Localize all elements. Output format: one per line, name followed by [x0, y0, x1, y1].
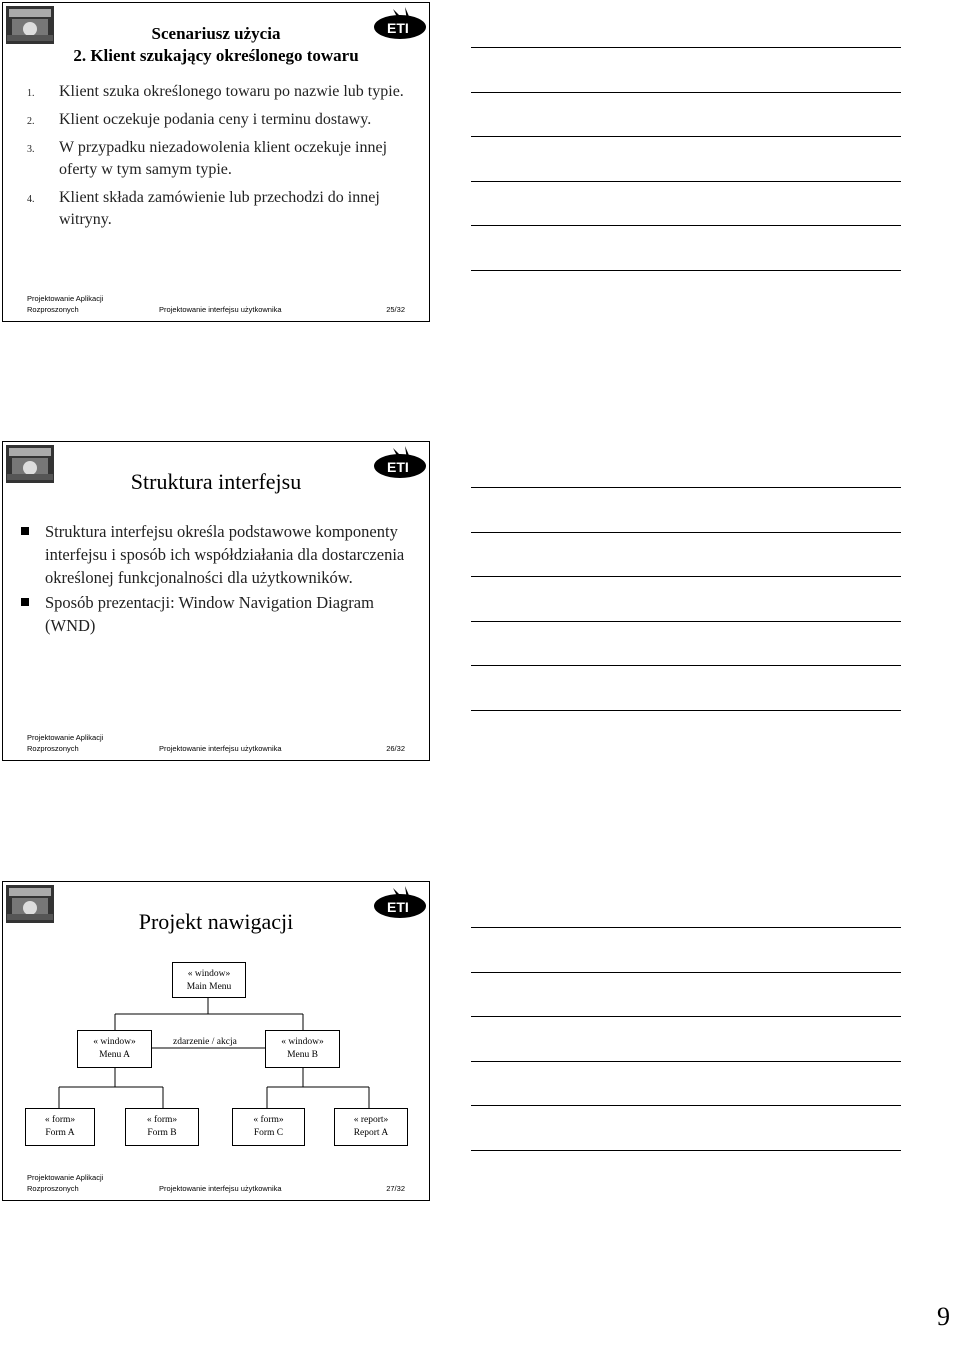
svg-text:ETI: ETI — [387, 899, 409, 915]
slide-footer: Projektowanie Aplikacji Rozproszonych Projektowanie interfejsu użytkownika 26/32 — [27, 733, 405, 753]
svg-text:ETI: ETI — [387, 459, 409, 475]
list-item: 3. W przypadku niezadowolenia klient oczekuje innej oferty w tym samym typie. — [27, 139, 388, 178]
event-label: zdarzenie / akcja — [173, 1037, 237, 1047]
slide-title: Struktura interfejsu — [130, 469, 302, 494]
form-c: « form» Form C — [232, 1108, 305, 1146]
list-item: 2. Klient oczekuje podania ceny i terminu dostawy. — [27, 111, 372, 128]
form-a: « form» Form A — [25, 1108, 95, 1146]
notes-lines — [471, 47, 901, 314]
form-b: « form» Form B — [125, 1108, 199, 1146]
slide-25 — [2, 2, 430, 322]
window-menu-b: « window» Menu B — [265, 1030, 340, 1068]
slide-page-number: 25/32 — [386, 305, 405, 314]
slide-26 — [2, 441, 430, 761]
slide-page-number: 27/32 — [386, 1184, 405, 1193]
list-item: Sposób prezentacji: Window Navigation Diagram (WND) — [17, 591, 417, 637]
bullet-icon — [21, 598, 29, 606]
slide-page-number: 26/32 — [386, 744, 405, 753]
slide-footer: Projektowanie Aplikacji Rozproszonych Projektowanie interfejsu użytkownika 27/32 — [27, 1173, 405, 1193]
window-menu-a: « window» Menu A — [77, 1030, 152, 1068]
window-main-menu: « window» Main Menu — [172, 962, 246, 998]
slide-title: Scenariusz użycia 2. Klient szukający określonego towaru — [73, 24, 359, 65]
scenario-list — [25, 81, 405, 237]
window-navigation-diagram — [3, 882, 431, 1202]
slide-title: Projekt nawigacji — [138, 909, 294, 934]
page-number: 9 — [937, 1302, 950, 1331]
list-item: Struktura interfejsu określa podstawowe komponenty interfejsu i sposób ich współdziałania dla dostarczenia określonej funkcjonalności dla użytkowników. — [17, 520, 417, 589]
bullet-list — [17, 520, 417, 639]
bullet-icon — [21, 527, 29, 535]
notes-lines — [471, 927, 901, 1194]
svg-text:ETI: ETI — [387, 20, 409, 36]
slide-footer: Projektowanie Aplikacji Rozproszonych Projektowanie interfejsu użytkownika 25/32 — [27, 294, 405, 314]
list-item: 1. Klient szuka określonego towaru po nazwie lub typie. — [27, 83, 404, 100]
slide-27 — [2, 881, 430, 1201]
report-a: « report» Report A — [334, 1108, 408, 1146]
notes-lines — [471, 487, 901, 754]
list-item: 4. Klient składa zamówienie lub przechodzi do innej witryny. — [27, 189, 380, 228]
